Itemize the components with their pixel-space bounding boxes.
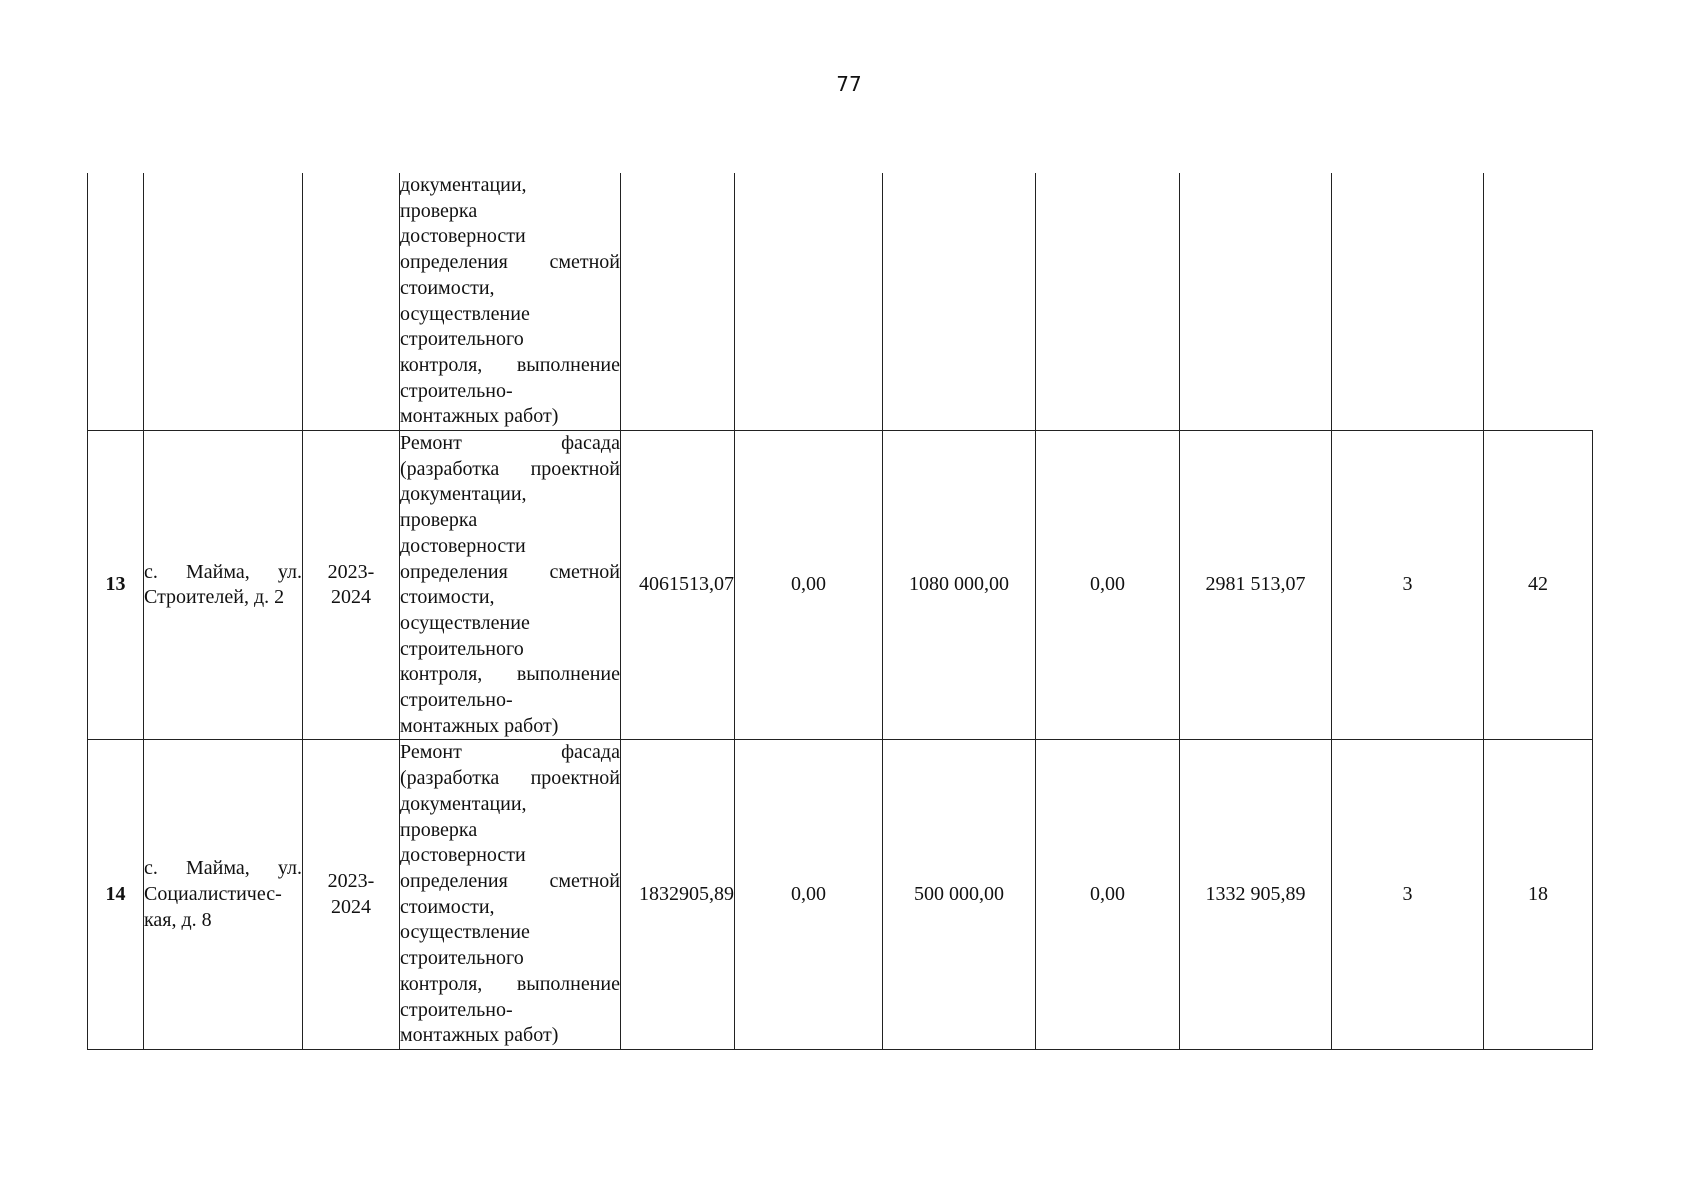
period-start: 2023- [327, 560, 375, 583]
value-cell: 1080 000,00 [883, 431, 1036, 740]
work-line: строительного [400, 947, 524, 970]
value-cell: 1332 905,89 [1180, 740, 1332, 1049]
period-end: 2024 [331, 895, 371, 918]
work-description-cell [400, 431, 621, 740]
work-line: документации, [400, 483, 527, 506]
period-cell [303, 173, 400, 431]
period-cell [303, 431, 400, 740]
work-line: определения сметной [400, 869, 620, 892]
table-row-continuation [88, 173, 1593, 431]
work-line: строительно- [400, 379, 513, 402]
work-line: строительного [400, 637, 524, 660]
work-line: монтажных работ) [400, 1024, 559, 1047]
table-row [88, 740, 1593, 1049]
row-number-cell [88, 173, 144, 431]
work-line: осуществление [400, 611, 530, 634]
work-line: контроля, выполнение [400, 663, 620, 686]
work-description-cell [400, 740, 621, 1049]
value-cell [1484, 173, 1593, 431]
work-line: достоверности [400, 225, 526, 248]
work-line: осуществление [400, 921, 530, 944]
work-line: проверка [400, 199, 478, 222]
address-line: Социалистичес- [144, 882, 282, 905]
period-start: 2023- [327, 869, 375, 892]
work-line: документации, [400, 174, 527, 196]
repair-program-table [87, 173, 1593, 1050]
work-line: строительно- [400, 689, 513, 712]
value-cell: 2981 513,07 [1180, 431, 1332, 740]
address-cell [144, 740, 303, 1049]
page-number: 77 [836, 72, 862, 96]
value-cell [735, 173, 883, 431]
value-cell: 3 [1332, 740, 1484, 1049]
row-number-cell: 14 [88, 740, 144, 1049]
work-line: контроля, выполнение [400, 353, 620, 376]
value-cell [1180, 173, 1332, 431]
work-description-cell [400, 173, 621, 431]
value-cell: 0,00 [1036, 740, 1180, 1049]
value-cell: 0,00 [735, 740, 883, 1049]
work-line: Ремонт фасада [400, 741, 620, 764]
work-line: контроля, выполнение [400, 972, 620, 995]
work-line: проверка [400, 509, 478, 532]
work-line: стоимости, [400, 895, 495, 918]
work-line: строительно- [400, 998, 513, 1021]
work-line: проверка [400, 818, 478, 841]
address-line: с. Майма, ул. [144, 857, 302, 880]
value-cell: 18 [1484, 740, 1593, 1049]
value-cell [883, 173, 1036, 431]
address-line: кая, д. 8 [144, 908, 212, 931]
total-cost-cell [621, 173, 735, 431]
work-line: (разработка проектной [400, 767, 620, 790]
total-cost-cell: 4061513,07 [621, 431, 735, 740]
address-cell: с. Майма, ул. Строителей, д. 2 [144, 431, 303, 740]
value-cell [1036, 173, 1180, 431]
work-line: определения сметной [400, 251, 620, 274]
work-line: документации, [400, 792, 527, 815]
period-cell [303, 740, 400, 1049]
work-line: монтажных работ) [400, 405, 559, 428]
value-cell: 3 [1332, 431, 1484, 740]
work-line: (разработка проектной [400, 457, 620, 480]
work-line: достоверности [400, 534, 526, 557]
work-line: стоимости, [400, 586, 495, 609]
row-number-cell: 13 [88, 431, 144, 740]
table-row [88, 431, 1593, 740]
address-cell [144, 173, 303, 431]
value-cell: 0,00 [1036, 431, 1180, 740]
value-cell [1332, 173, 1484, 431]
work-line: строительного [400, 328, 524, 351]
value-cell: 500 000,00 [883, 740, 1036, 1049]
value-cell: 0,00 [735, 431, 883, 740]
work-line: Ремонт фасада [400, 432, 620, 455]
work-line: монтажных работ) [400, 714, 559, 737]
work-line: достоверности [400, 844, 526, 867]
period-end: 2024 [331, 586, 371, 609]
work-line: стоимости, [400, 276, 495, 299]
work-line: определения сметной [400, 560, 620, 583]
total-cost-cell: 1832905,89 [621, 740, 735, 1049]
work-line: осуществление [400, 302, 530, 325]
value-cell: 42 [1484, 431, 1593, 740]
